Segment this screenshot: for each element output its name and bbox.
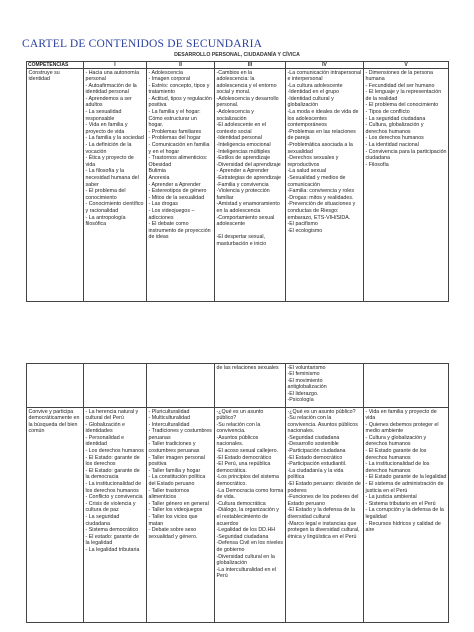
cell-line: - Los videojuegos – adicciones [148, 207, 195, 221]
cell-line: -Estrategias de aprendizaje [216, 175, 281, 181]
content-cell [215, 69, 286, 302]
cell-line: -La Democracia como forma de vida. [216, 487, 284, 501]
cell-line [217, 228, 284, 235]
cell-line: - Multiculturalidad [148, 415, 191, 422]
cell-line: -Problemas en las relaciones de pareja [287, 128, 356, 142]
cell-line: - La justicia ambiental [365, 494, 417, 501]
cell-line: -Amistad y enamoramiento en la adolescencia [216, 201, 280, 214]
cell-line: -Comportamiento sexual adolescente [216, 214, 275, 228]
cell-line: - El Estado: garante de los derechos [85, 454, 140, 468]
cell-line: - Personalidad e identidad [85, 434, 125, 448]
cell-line: - El lenguaje y la representación de la realidad [365, 89, 442, 102]
cell-line: -El movimiento antiglobalización [287, 377, 327, 391]
cell-line: - El sistema de administración de justicia en el Perú [365, 481, 444, 494]
cell-line: - La constitución política del Estado peruano [148, 474, 206, 488]
cell-line: -Participación estudiantil. [287, 461, 347, 468]
cell-line: -Estilos de aprendizaje [216, 155, 271, 162]
cell-line: - Quienes debemos proteger el medio ambiente [365, 421, 439, 435]
cell-line: -La moda e ideales de vida de los adolescentes contemporáneos [287, 109, 359, 129]
cell-line: - La seguridad ciudadana [365, 115, 426, 122]
content-cell [147, 364, 215, 408]
cell-line: - La seguridad ciudadana [85, 514, 120, 527]
content-cell [215, 364, 286, 408]
cell-line: - Recursos hídricos y calidad de aire [365, 520, 441, 534]
cell-line: -La comunicación intrapersonal e interpersonal [287, 69, 362, 83]
cell-line: -Violencia y protección familiar [216, 188, 270, 201]
cell-line: - La definición de la vocación [85, 142, 132, 155]
table-row [27, 408, 449, 623]
cell-line: - Aprender a Aprender [216, 168, 269, 175]
cell-line: - El debate como instrumento de proyección de ideas [148, 221, 211, 241]
cell-line: - Comunicación en familia y en el hogar [148, 142, 210, 155]
content-cell [27, 364, 84, 408]
cell-line: -Desarrollo sostenible [287, 441, 339, 448]
cell-line: -El Estado democrático [216, 454, 272, 461]
cell-line: - El estado: garante de la legalidad [85, 533, 140, 547]
cell-line: - Los derechos humanos [85, 448, 144, 455]
cell-line: - Vida en familia y proyecto de vida [85, 122, 128, 135]
cell-line: -Identidad personal [216, 135, 262, 142]
cell-line: - El Estado garante de los derechos humanos [365, 448, 427, 461]
cell-line: - La familia y el hogar: Cómo estructurar un hogar. [148, 109, 201, 129]
cell-line: - El Estado: garante de la democracia [85, 467, 140, 481]
competency-cell: Construye su identidad [27, 69, 84, 302]
cell-line: -La interculturalidad en el Perú [216, 566, 276, 580]
cell-line: - Actitud, tipos y regulación positiva [148, 95, 212, 109]
cell-line: -Asuntos públicos nacionales. [216, 434, 259, 448]
cell-line: - La filosofía y la necesidad humana del saber [85, 168, 139, 188]
cell-line: - Globalización e identidades [85, 421, 125, 435]
content-cell [84, 69, 147, 302]
document-subtitle: DESARROLLO PERSONAL, CIUDADANÍA Y CÍVICA [174, 52, 300, 58]
cell-line: - Mitos de la sexualidad [148, 194, 205, 201]
cell-line: - La institucionalidad de los derechos humanos [85, 481, 142, 494]
contents-table-2 [26, 363, 449, 623]
cell-line: - Los derechos humanos [365, 135, 424, 142]
cell-line: - La antropología filosófica [85, 214, 126, 228]
content-cell [364, 408, 449, 623]
competency-cell: Convive y participa democráticamente en la búsqueda del bien común [27, 408, 84, 623]
content-cell [84, 364, 147, 408]
content-cell [286, 69, 364, 302]
cell-line: -Prevención de situaciones y conductas de Riesgo: embarazo, ETS-VIH/SIDA. [287, 201, 356, 221]
cell-line: - Interculturalidad [148, 421, 190, 428]
cell-line: - Taller trastornos alimenticios [148, 487, 190, 501]
cell-line: -Diálogo, la organización y el restablecimiento de acuerdos [216, 507, 279, 527]
cell-line: -Funciones de los poderes del Estado peruano [287, 494, 359, 507]
cell-line: - Filosofía [365, 161, 389, 168]
cell-line: -Diversidad del aprendizaje [216, 161, 281, 168]
cell-line: -El Estado y la defensa de la diversidad cultural [287, 507, 355, 520]
cell-line: - Imagen corporal [148, 76, 191, 83]
cell-line: -Derechos sexuales y reproductivos [287, 155, 339, 168]
cell-line: - Sistema tributario en el Perú [365, 500, 436, 507]
cell-line: -Adolescencia y socialización [216, 109, 254, 122]
cell-line: - Taller género en general [148, 500, 209, 507]
cell-line: - Aprendemos a ser adultos [85, 95, 132, 109]
cell-line: - Estereotipos de género [148, 188, 207, 195]
cell-line: -Adolescencia y desarrollo personal. [216, 95, 279, 109]
content-cell [215, 408, 286, 623]
cell-line: - Taller los videojuegos [148, 507, 203, 514]
cell-line: -Su relación con la convivencia. [216, 421, 261, 435]
cell-line: -Seguridad ciudadana [216, 533, 269, 540]
cell-line: - Fecundidad del ser humano [365, 82, 435, 89]
cell-line: - Sistema democrático [85, 527, 139, 534]
header-cell: III [215, 62, 286, 69]
cell-line: - Conocimiento científico y racionalidad [85, 201, 144, 214]
cell-line: de las relaciones sexuales [216, 364, 279, 371]
cell-line: -Drogas: mitos y realidades. [287, 194, 354, 201]
content-cell [147, 408, 215, 623]
cell-line: -¿Qué es un asunto público? [287, 408, 356, 415]
cell-line: - Aprender a Aprender [148, 181, 201, 188]
cell-line: -Familia y convivencia [216, 181, 269, 188]
cell-line: - Taller los vicios que matan [148, 514, 198, 527]
cell-line: -Su relación con la convivencia. Asuntos públicos nacionales. [287, 415, 358, 435]
cell-line: -Cultura democrática [216, 500, 266, 507]
cell-line: -El Estado peruano: división de poderes [287, 481, 361, 494]
header-cell: II [147, 62, 215, 69]
cell-line: -Legalidad de los DD.HH [216, 527, 276, 534]
table-row [27, 364, 449, 408]
cell-line: - Tradiciones y costumbres peruanas [148, 428, 212, 441]
cell-line: - La corrupción y la defensa de la legalidad [365, 507, 444, 520]
cell-line: Anorexia [148, 175, 170, 181]
cell-line: - La legalidad tributaria [85, 546, 140, 553]
cell-line: -La salud sexual [287, 168, 327, 175]
cell-line: -Problemática asociada a la sexualidad [287, 142, 353, 155]
cell-line: -La cultura adolescente [287, 82, 343, 89]
cell-line: -Inteligencia emocional [216, 142, 271, 149]
cell-line: -Participación ciudadana [287, 448, 346, 455]
cell-line: -Sexualidad y medios de comunicación [287, 175, 346, 188]
cell-line: -El pacifismo [287, 221, 318, 228]
cell-line: - Problemas familiares [148, 128, 202, 135]
cell-line: - La institucionalidad de los derechos humanos [365, 461, 430, 474]
cell-line: - Tipos de conflicto [365, 109, 410, 116]
cell-line: - Estrés: concepto, tipos y tratamiento [148, 82, 210, 96]
cell-line: -El feminismo [287, 371, 320, 378]
content-cell [84, 408, 147, 623]
cell-line: -El Perú, una república democrática. [216, 461, 271, 474]
header-cell: V [364, 62, 449, 69]
cell-line: - Cultura y globalización y derechos humanos [365, 434, 427, 448]
cell-line: - Hacia una autonomía personal [85, 69, 140, 83]
cell-line: - Debate sobre sexo sexualidad y género. [148, 527, 198, 540]
header-cell: I [84, 62, 147, 69]
cell-line: -Cambios en la adolescencia: la adolescencia y el entorno social y moral. [216, 69, 277, 96]
cell-line: - Ética y proyecto de vida [85, 155, 134, 168]
cell-line: -El voluntarismo [287, 364, 326, 371]
cell-line: - La identidad nacional [365, 142, 419, 149]
cell-line: - Cultura, globalización y derechos humanos [365, 122, 424, 135]
cell-line: -Inteligencias múltiples [216, 148, 271, 155]
cell-line: -Diversidad cultural en la globalización [216, 553, 275, 567]
cell-line: -El adolescente en el contexto social [216, 122, 266, 135]
cell-line: - Adolescencia [148, 69, 183, 76]
cell-line: -¿Qué es un asunto público? [216, 408, 264, 422]
cell-line: -Seguridad ciudadana [287, 434, 340, 441]
cell-line: -Defensa Civil en los niveles de gobierno [216, 540, 284, 553]
table-header-row [27, 62, 449, 69]
content-cell [364, 364, 449, 408]
cell-line: Bulimia [148, 168, 166, 175]
cell-line: -El liderazgo. [287, 390, 319, 397]
cell-line: -El Estado democrático [287, 454, 343, 461]
cell-line: - Problemas del hogar [148, 135, 201, 142]
header-cell: IV [286, 62, 364, 69]
cell-line: -Identidad cultural y globalización [287, 95, 334, 109]
cell-line: - Taller tradiciones y costumbres peruanas [148, 441, 200, 455]
cell-line: - Las drogas [148, 201, 178, 208]
cell-line: - El problema del conocimiento [365, 102, 439, 109]
cell-line: - Conflicto y convivencia [85, 494, 143, 501]
cell-line: -Psicología [287, 397, 314, 404]
header-cell: COMPETENCIAS [27, 62, 84, 69]
cell-line: - Vida en familia y proyecto de vida [365, 408, 437, 422]
contents-table-1 [26, 61, 449, 302]
cell-line: - El problema del conocimiento [85, 188, 126, 201]
cell-line: - Pluriculturalidad [148, 408, 190, 415]
cell-line: -Familia: convivencia y roles [287, 188, 355, 195]
table-row [27, 69, 449, 302]
cell-line: -Identidad en el grupo [287, 89, 340, 96]
cell-line: - Autoafirmación de la identidad personal [85, 82, 137, 96]
cell-line: -El acoso sexual callejero. [216, 448, 279, 455]
cell-line: - Taller imagen personal positiva [148, 454, 205, 468]
cell-line: - La sexualidad responsable [85, 109, 122, 122]
cell-line: - Convivencia para la participación ciudadana [365, 148, 447, 162]
cell-line: - La herencia natural y cultural del Perú [85, 408, 139, 422]
cell-line: - La familia y la sociedad [85, 135, 144, 142]
content-cell [147, 69, 215, 302]
content-cell [286, 408, 364, 623]
cell-line: -El despertar sexual, masturbación e inicio [216, 234, 267, 247]
content-cell [364, 69, 449, 302]
cell-line: -La ciudadanía y la vida política [287, 467, 344, 481]
cell-line: - Crisis de violencia y cultura de paz [85, 500, 136, 514]
cell-line: - Taller familia y hogar [148, 467, 201, 474]
document-title: CARTEL DE CONTENIDOS DE SECUNDARIA [22, 38, 263, 50]
content-cell [286, 364, 364, 408]
cell-line: - Trastornos alimenticios: Obesidad [148, 155, 208, 168]
cell-line: - El Estado garante de la legalidad [365, 474, 447, 481]
cell-line: -Marco legal e instancias que protegen la diversidad cultural, étnica y lingüística en el Perú [287, 520, 360, 540]
cell-line: - Dimensiones de la persona humana [365, 69, 433, 83]
cell-line: -Los principios del sistema democrático. [216, 474, 279, 488]
cell-line: -El ecologismo [287, 227, 323, 234]
